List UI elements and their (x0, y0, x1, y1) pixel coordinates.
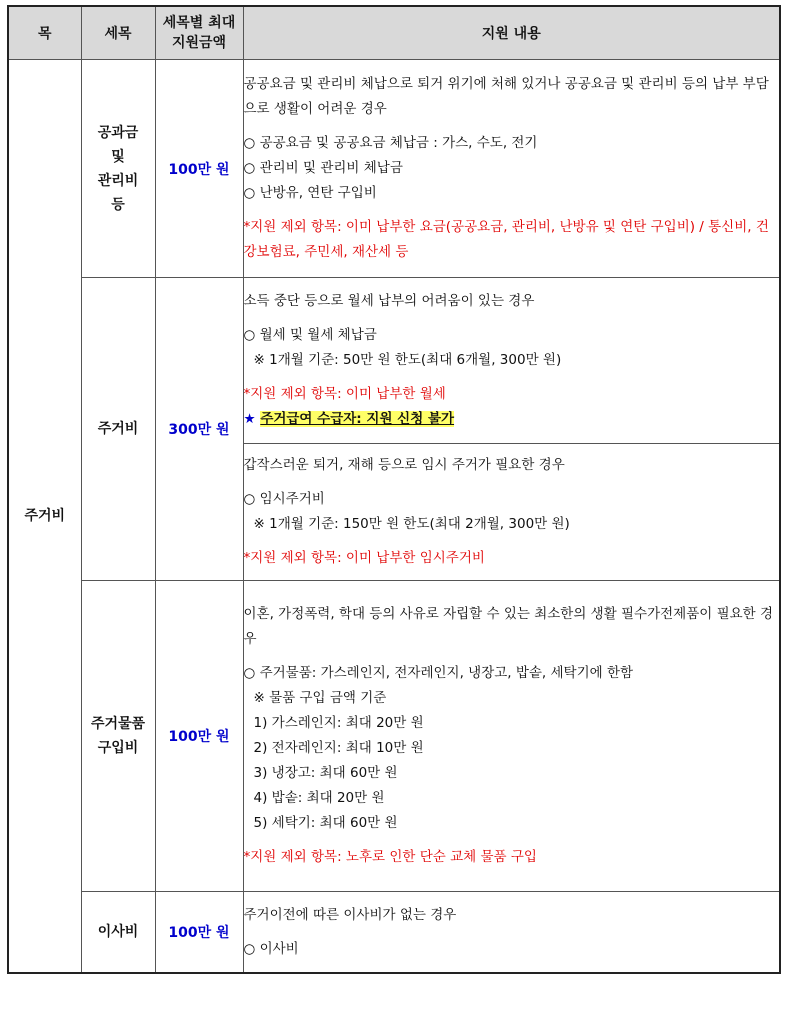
condition-text: 갑작스러운 퇴거, 재해 등으로 임시 주거가 필요한 경우 (243, 457, 565, 473)
condition-text: 공공요금 및 관리비 체납으로 퇴거 위기에 처해 있거나 공공요금 및 관리비 등의 납부 부담으로 생활이 어려운 경우 (243, 76, 769, 117)
notice-line (244, 407, 780, 432)
subcategory-cell (81, 60, 155, 278)
item-text: ○ 주거물품: 가스레인지, 전자레인지, 냉장고, 밥솥, 세탁기에 한함 (243, 665, 634, 681)
note-text: ※ 1개월 기준: 150만 원 한도(최대 2개월, 300만 원) (253, 516, 570, 532)
content-cell (243, 60, 780, 278)
amount-cell: 100만 원 (155, 581, 243, 892)
sub-line: 주거물품 (90, 716, 146, 732)
sub-line: 공과금 (97, 124, 139, 141)
condition-text: 주거이전에 따른 이사비가 없는 경우 (243, 906, 457, 923)
content-cell (243, 278, 780, 444)
list-item: 3) 냉장고: 최대 60만 원 (253, 765, 398, 781)
exclusion-text: *지원 제외 항목: 이미 납부한 요금(공공요금, 관리비, 난방유 및 연탄 구입비) / 통신비, 건강보험료, 주민세, 재산세 등 (243, 219, 769, 260)
header-row (8, 6, 780, 60)
sub-line: 관리비 (97, 172, 139, 189)
table-row (8, 278, 780, 444)
sub-line: 구입비 (97, 740, 139, 756)
subcategory-cell: 주거비 (81, 278, 155, 581)
amount-cell: 100만 원 (155, 60, 243, 278)
star-icon: ★ (243, 411, 256, 427)
header-max-amount (155, 6, 243, 60)
header-max-line2: 지원금액 (171, 35, 227, 51)
amount-cell: 300만 원 (155, 278, 243, 581)
support-table (7, 5, 781, 974)
header-max-line1: 세목별 최대 (162, 15, 236, 31)
category-cell: 주거비 (8, 60, 81, 974)
list-item: 5) 세탁기: 최대 60만 원 (253, 815, 398, 831)
subcategory-cell: 이사비 (81, 892, 155, 974)
table-row (8, 892, 780, 974)
note-text: ※ 물품 구입 금액 기준 (253, 690, 387, 706)
table-row (8, 60, 780, 278)
list-item: 1) 가스레인지: 최대 20만 원 (253, 715, 424, 731)
item-text: ○ 임시주거비 (243, 491, 325, 507)
content-cell (243, 444, 780, 581)
note-text: ※ 1개월 기준: 50만 원 한도(최대 6개월, 300만 원) (253, 352, 562, 368)
condition-text: 소득 중단 등으로 월세 납부의 어려움이 있는 경우 (243, 293, 535, 309)
content-cell (243, 892, 780, 974)
list-item: 2) 전자레인지: 최대 10만 원 (253, 740, 424, 756)
sub-line: 및 (111, 148, 125, 165)
item-text: ○ 이사비 (243, 940, 299, 957)
item-text: ○ 관리비 및 관리비 체납금 (243, 160, 403, 176)
subcategory-cell (81, 581, 155, 892)
list-item: 4) 밥솥: 최대 20만 원 (253, 790, 385, 806)
item-text: ○ 월세 및 월세 체납금 (243, 327, 377, 343)
header-category: 목 (8, 6, 81, 60)
exclusion-text: *지원 제외 항목: 이미 납부한 임시주거비 (243, 550, 485, 566)
exclusion-text: *지원 제외 항목: 이미 납부한 월세 (243, 386, 446, 402)
table-row (8, 581, 780, 892)
content-cell (243, 581, 780, 892)
notice-text: 주거급여 수급자: 지원 신청 불가 (260, 411, 455, 427)
amount-cell: 100만 원 (155, 892, 243, 974)
header-content: 지원 내용 (243, 6, 780, 60)
exclusion-text: *지원 제외 항목: 노후로 인한 단순 교체 물품 구입 (243, 849, 537, 865)
condition-text: 이혼, 가정폭력, 학대 등의 사유로 자립할 수 있는 최소한의 생활 필수가전제품이 필요한 경우 (243, 606, 774, 647)
header-subcategory: 세목 (81, 6, 155, 60)
item-text: ○ 난방유, 연탄 구입비 (243, 185, 377, 201)
item-text: ○ 공공요금 및 공공요금 체납금 : 가스, 수도, 전기 (243, 135, 538, 151)
sub-line: 등 (111, 196, 125, 213)
